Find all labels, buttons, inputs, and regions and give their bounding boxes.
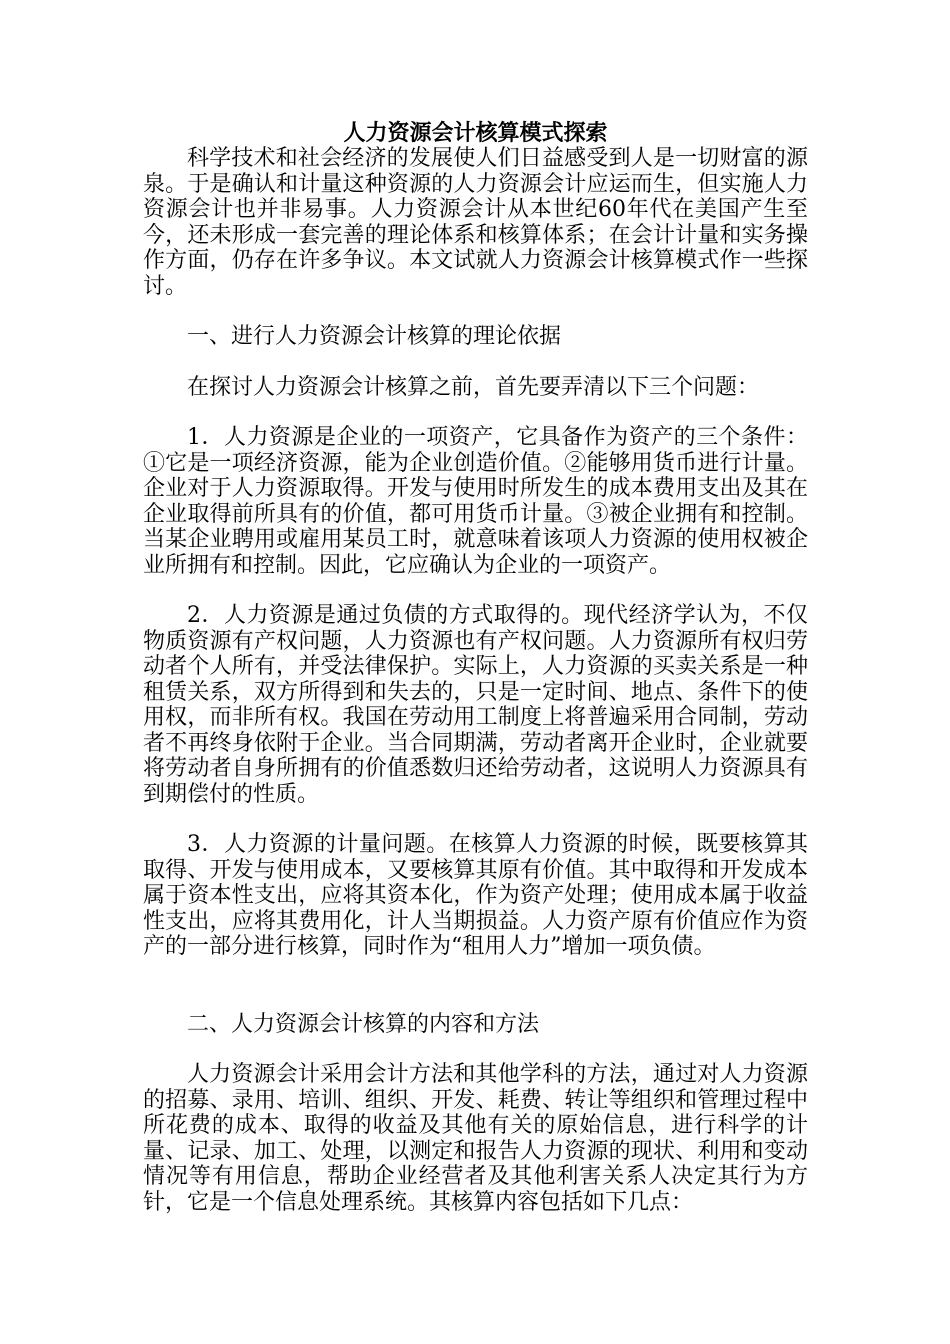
spacer [143,1037,808,1062]
intro-paragraph: 科学技术和社会经济的发展使人们日益感受到人是一切财富的源泉。于是确认和计量这种资源的人力资源会计应运而生，但实施人力资源会计也并非易事。人力资源会计从本世纪60年代在美国产生至今，还未形成一套完善的理论体系和核算体系；在会计计量和实务操作方面，仍存在许多争议。本文试就人力资源会计核算模式作一些探讨。 [143,146,808,299]
spacer [143,350,808,375]
section-1-heading: 一、进行人力资源会计核算的理论依据 [187,324,562,349]
point-2-paragraph: 2．人力资源是通过负债的方式取得的。现代经济学认为，不仅物质资源有产权问题，人力资源也有产权问题。人力资源所有权归劳动者个人所有，并受法律保护。实际上，人力资源的买卖关系是一种租赁关系，双方所得到和失去的，只是一定时间、地点、条件下的使用权，而非所有权。我国在劳动用工制度上将普遍采用合同制，劳动者不再终身依附于企业。当合同期满，劳动者离开企业时，企业就要将劳动者自身所拥有的价值悉数归还给劳动者，这说明人力资源具有到期偿付的性质。 [143,603,808,807]
section-2-heading: 二、人力资源会计核算的内容和方法 [187,1011,540,1037]
spacer [143,400,808,425]
document-body [143,120,808,1215]
spacer [143,960,808,1012]
spacer [143,807,808,832]
point-1-paragraph: 1．人力资源是企业的一项资产，它具备作为资产的三个条件：①它是一项经济资源，能为企业创造价值。②能够用货币进行计量。企业对于人力资源取得。开发与使用时所发生的成本费用支出及其在企业取得前所具有的价值，都可用货币计量。③被企业拥有和控制。当某企业聘用或雇用某员工时，就意味着该项人力资源的使用权被企业所拥有和控制。因此，它应确认为企业的一项资产。 [143,425,808,578]
document-title: 人力资源会计核算模式探索 [343,120,608,146]
spacer [143,578,808,603]
section-1-lead: 在探讨人力资源会计核算之前，首先要弄清以下三个问题： [187,374,760,400]
spacer [143,299,808,324]
section-2-paragraph: 人力资源会计采用会计方法和其他学科的方法，通过对人力资源的招募、录用、培训、组织、开发、耗费、转让等组织和管理过程中所花费的成本、取得的收益及其他有关的原始信息，进行科学的计量、记录、加工、处理，以测定和报告人力资源的现状、利用和变动情况等有用信息，帮助企业经营者及其他利害关系人决定其行为方针，它是一个信息处理系统。其核算内容包括如下几点： [143,1062,808,1215]
point-3-paragraph: 3．人力资源的计量问题。在核算人力资源的时候，既要核算其取得、开发与使用成本，又要核算其原有价值。其中取得和开发成本属于资本性支出，应将其资本化，作为资产处理；使用成本属于收益性支出，应将其费用化，计人当期损益。人力资产原有价值应作为资产的一部分进行核算，同时作为“租用人力”增加一项负债。 [143,832,808,959]
